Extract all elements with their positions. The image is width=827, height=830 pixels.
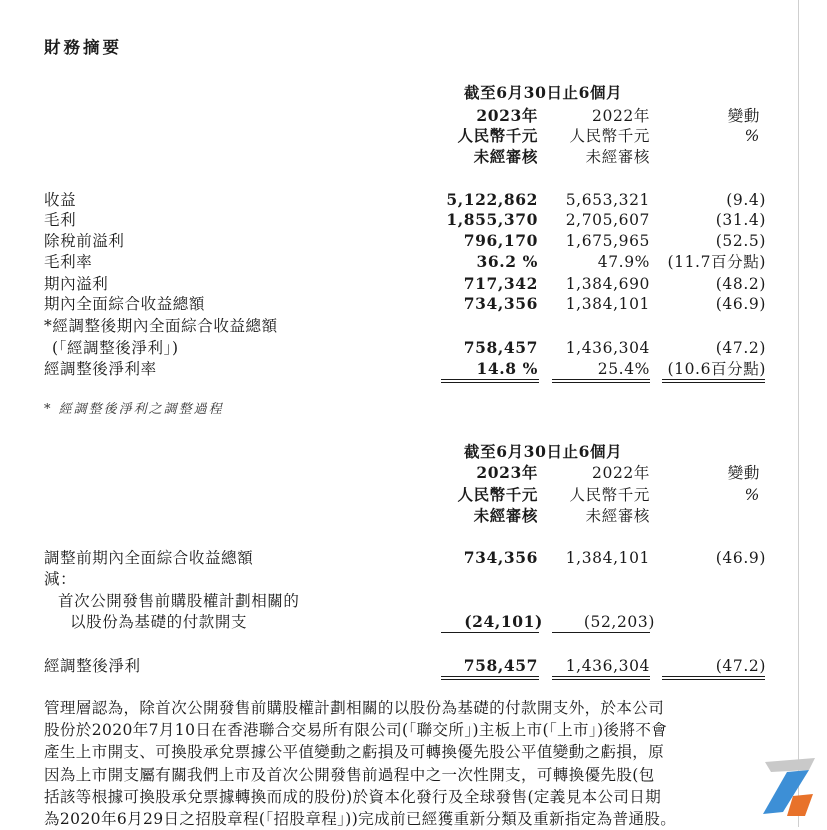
row-change: (31.4)	[715, 211, 766, 229]
less-label: 減：	[44, 570, 77, 588]
table1-period-header: 截至6月30日止6個月	[464, 83, 623, 102]
row-change: (52.5)	[715, 232, 766, 250]
logo-gray-shape	[765, 758, 815, 772]
table1-underline-2022-a	[552, 379, 650, 380]
table1-underline-2023-b	[441, 382, 539, 383]
section-title: 財務摘要	[44, 38, 122, 57]
row-change: (48.2)	[715, 275, 766, 293]
table1-underline-change-b	[662, 382, 765, 383]
row-label-line2: 以股份為基礎的付款開支	[70, 613, 248, 631]
table1-underline-2022-b	[552, 382, 650, 383]
table2-audit-2023: 未經審核	[473, 506, 538, 525]
paragraph-line: 管理層認為，除首次公開發售前購股權計劃相關的以股份為基礎的付款開支外，於本公司	[44, 699, 665, 717]
row-label: 調整前期內全面綜合收益總額	[44, 549, 254, 567]
row-value-2023: 14.8 %	[476, 359, 538, 378]
row-change: (11.7百分點)	[667, 253, 766, 271]
table2-underline-change-a	[662, 676, 765, 677]
table2-subtotal-underline-2023	[441, 632, 539, 633]
row-value-2022: 1,384,690	[565, 275, 650, 293]
table2-unit-2023: 人民幣千元	[457, 485, 538, 504]
row-label: 期內全面綜合收益總額	[44, 295, 206, 313]
row-value-2022: (52,203)	[583, 613, 655, 631]
row-value-2023: 796,170	[463, 231, 538, 250]
row-value-2023: 734,356	[463, 294, 538, 313]
row-label: 經調整後淨利率	[44, 360, 157, 378]
row-value-2022: 1,384,101	[565, 549, 650, 567]
row-value-2022: 2,705,607	[565, 211, 650, 229]
row-value-2023: 758,457	[463, 338, 538, 357]
table1-col-change: 變動	[727, 107, 760, 125]
table2-col-change: 變動	[727, 464, 760, 482]
table1-underline-change-a	[662, 379, 765, 380]
table2-audit-2022: 未經審核	[585, 507, 650, 525]
table1-col-2023: 2023年	[476, 106, 538, 125]
table2-underline-2023-a	[441, 676, 539, 677]
row-value-2022: 1,675,965	[565, 232, 650, 250]
row-change: (46.9)	[715, 549, 766, 567]
row-value-2023: 1,855,370	[446, 210, 538, 229]
table2-underline-2023-b	[441, 679, 539, 680]
row-change: (47.2)	[715, 339, 766, 357]
table1-audit-2023: 未經審核	[473, 147, 538, 166]
table2-underline-change-b	[662, 679, 765, 680]
paragraph-line: 括該等根據可換股承兌票據轉換而成的股份)於資本化發行及全球發售(定義見本公司日期	[44, 787, 662, 806]
row-value-2022: 1,384,101	[565, 295, 650, 313]
paragraph-line: 股份於2020年7月10日在香港聯合交易所有限公司(「聯交所」)主板上市(「上市」)後將不會	[44, 721, 668, 740]
row-label: (「經調整後淨利」)	[52, 339, 179, 357]
table2-subtotal-underline-2022	[552, 632, 650, 633]
paragraph-line: 產生上市開支、可換股承兌票據公平值變動之虧損及可轉換優先股公平值變動之虧損，原	[44, 743, 665, 762]
row-change: (9.4)	[726, 191, 766, 209]
row-label: 除稅前溢利	[44, 232, 125, 250]
row-change: (10.6百分點)	[667, 360, 766, 378]
table2-underline-2022-b	[552, 679, 650, 680]
paragraph-line: 因為上市開支屬有關我們上市及首次公開發售前過程中之一次性開支，可轉換優先股(包	[44, 765, 655, 784]
row-value-2023: 758,457	[463, 656, 538, 675]
table1-unit-change: %	[744, 127, 760, 145]
table1-underline-2023-a	[441, 379, 539, 380]
table2-period-header: 截至6月30日止6個月	[464, 442, 623, 461]
table2-underline-2022-a	[552, 676, 650, 677]
row-value-2023: 36.2 %	[476, 252, 538, 271]
management-paragraph	[44, 697, 766, 830]
row-label-line1: 首次公開發售前購股權計劃相關的	[58, 592, 300, 610]
row-value-2022: 5,653,321	[565, 191, 650, 209]
row-value-2023: 5,122,862	[446, 190, 538, 209]
table2-unit-2022: 人民幣千元	[569, 486, 650, 504]
row-label: *經調整後期內全面綜合收益總額	[44, 317, 278, 335]
table2-unit-change: %	[744, 486, 760, 504]
row-value-2022: 25.4%	[597, 360, 650, 378]
row-label: 期內溢利	[44, 275, 109, 293]
row-value-2023: 717,342	[463, 274, 538, 293]
row-change: (46.9)	[715, 295, 766, 313]
row-label: 收益	[44, 191, 77, 209]
footnote: * 經調整後淨利之調整過程	[44, 402, 224, 417]
table2-col-2023: 2023年	[476, 463, 538, 482]
table2-col-2022: 2022年	[592, 464, 650, 482]
row-label: 經調整後淨利	[44, 657, 141, 675]
table1-audit-2022: 未經審核	[585, 148, 650, 166]
row-change: (47.2)	[715, 657, 766, 675]
page-edge-line	[798, 0, 799, 827]
table1-col-2022: 2022年	[592, 107, 650, 125]
table1-unit-2022: 人民幣千元	[569, 127, 650, 145]
row-value-2023: (24,101)	[464, 612, 543, 631]
paragraph-line: 為2020年6月29日之招股章程(「招股章程」))完成前已經獲重新分類及重新指定為普通股。	[44, 809, 677, 828]
row-value-2022: 1,436,304	[565, 339, 650, 357]
row-value-2023: 734,356	[463, 548, 538, 567]
watermark-logo-icon	[757, 756, 817, 818]
row-label: 毛利率	[44, 253, 93, 271]
row-label: 毛利	[44, 211, 77, 229]
table1-unit-2023: 人民幣千元	[457, 126, 538, 145]
row-value-2022: 47.9%	[597, 253, 650, 271]
row-value-2022: 1,436,304	[565, 657, 650, 675]
